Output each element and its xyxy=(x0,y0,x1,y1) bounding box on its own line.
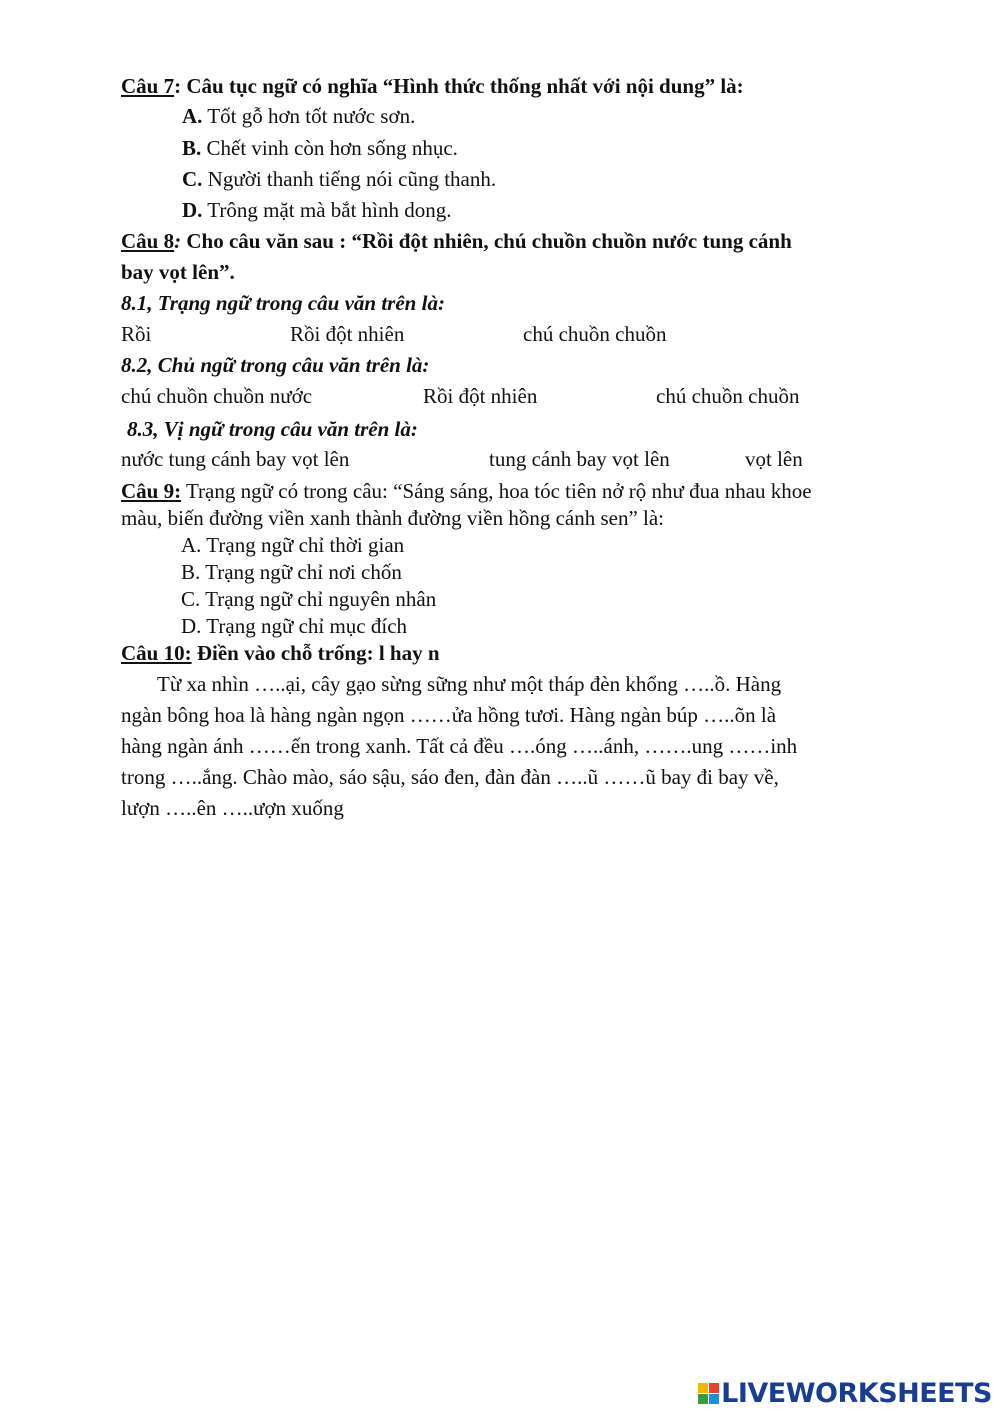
question-7-option-a xyxy=(182,106,415,127)
option-text: Tốt gỗ hơn tốt nước sơn. xyxy=(202,104,416,128)
logo-text: LIVEWORKSHEETS xyxy=(721,1378,992,1409)
question-8-label: Câu 8 xyxy=(121,229,175,253)
question-7-heading xyxy=(121,76,744,97)
question-8-1-choice-3[interactable]: chú chuồn chuồn xyxy=(523,322,667,346)
question-8-3-choice-3[interactable]: vọt lên xyxy=(745,447,803,471)
question-8-1-choice-1[interactable]: Rồi xyxy=(121,322,152,346)
question-7-option-b xyxy=(182,138,458,159)
option-text: Chết vinh còn hơn sống nhục. xyxy=(201,136,458,160)
question-7-label: Câu 7 xyxy=(121,74,175,98)
question-8-heading xyxy=(121,231,792,252)
question-8-2-choice-3[interactable]: chú chuồn chuồn xyxy=(656,384,800,408)
question-9-option-b[interactable]: B. Trạng ngữ chỉ nơi chốn xyxy=(181,560,402,584)
question-7-option-d xyxy=(182,200,452,221)
question-9-option-a[interactable]: A. Trạng ngữ chỉ thời gian xyxy=(181,533,405,557)
question-8-text-continued: bay vọt lên”. xyxy=(121,260,235,284)
question-8-2-title: 8.2, Chủ ngữ trong câu văn trên là: xyxy=(121,353,430,377)
option-letter: A. xyxy=(182,104,203,128)
question-8-1-title: 8.1, Trạng ngữ trong câu văn trên là: xyxy=(121,291,445,315)
question-10-passage-line-3: hàng ngàn ánh ……ến trong xanh. Tất cả đều ….óng …..ánh, …….ung ……inh xyxy=(121,734,798,758)
question-8-3-choice-2[interactable]: tung cánh bay vọt lên xyxy=(489,447,670,471)
question-7-text: : Câu tục ngữ có nghĩa “Hình thức thống nhất với nội dung” là: xyxy=(174,74,744,98)
question-10-passage-line-5: lượn …..ên …..ượn xuống xyxy=(121,796,344,820)
logo-square xyxy=(709,1394,719,1404)
question-8-3-choice-1[interactable]: nước tung cánh bay vọt lên xyxy=(121,447,350,471)
question-8-1-choice-2[interactable]: Rồi đột nhiên xyxy=(290,322,405,346)
question-9-option-c[interactable]: C. Trạng ngữ chỉ nguyên nhân xyxy=(181,587,437,611)
option-letter: C. xyxy=(182,167,203,191)
question-9-text: Trạng ngữ có trong câu: “Sáng sáng, hoa tóc tiên nở rộ như đua nhau khoe xyxy=(181,479,812,503)
option-letter: D. xyxy=(182,198,203,222)
question-10-passage-line-1: Từ xa nhìn …..ại, cây gạo sừng sững như một tháp đèn khổng …..ồ. Hàng xyxy=(157,672,782,696)
logo-square xyxy=(698,1383,708,1393)
question-9-label: Câu 9: xyxy=(121,479,182,503)
question-8-2-choice-2[interactable]: Rồi đột nhiên xyxy=(423,384,538,408)
question-9-text-continued: màu, biến đường viền xanh thành đường viền hồng cánh sen” là: xyxy=(121,506,665,530)
option-letter: B. xyxy=(182,136,202,160)
logo-mark-icon xyxy=(698,1383,719,1404)
logo-square xyxy=(709,1383,719,1393)
option-text: Người thanh tiếng nói cũng thanh. xyxy=(202,167,497,191)
question-8-2-choice-1[interactable]: chú chuồn chuồn nước xyxy=(121,384,313,408)
question-10-text: Điền vào chỗ trống: l hay n xyxy=(191,641,440,665)
question-9-heading xyxy=(121,481,812,502)
question-10-passage-line-2: ngàn bông hoa là hàng ngàn ngọn ……ửa hồng tươi. Hàng ngàn búp …..õn là xyxy=(121,703,777,727)
question-10-label: Câu 10: xyxy=(121,641,192,665)
question-7-option-c xyxy=(182,169,496,190)
question-8-colon: : xyxy=(174,229,182,253)
question-8-3-title: 8.3, Vị ngữ trong câu văn trên là: xyxy=(127,417,418,441)
logo-square xyxy=(698,1394,708,1404)
question-8-text: Cho câu văn sau : “Rồi đột nhiên, chú chuồn chuồn nước tung cánh xyxy=(181,229,792,253)
question-10-heading xyxy=(121,643,440,664)
question-9-option-d[interactable]: D. Trạng ngữ chỉ mục đích xyxy=(181,614,408,638)
option-text: Trông mặt mà bắt hình dong. xyxy=(202,198,452,222)
liveworksheets-logo xyxy=(698,1378,992,1409)
question-10-passage-line-4: trong …..ắng. Chào mào, sáo sậu, sáo đen, đàn đàn …..ũ ……ũ bay đi bay về, xyxy=(121,765,779,789)
